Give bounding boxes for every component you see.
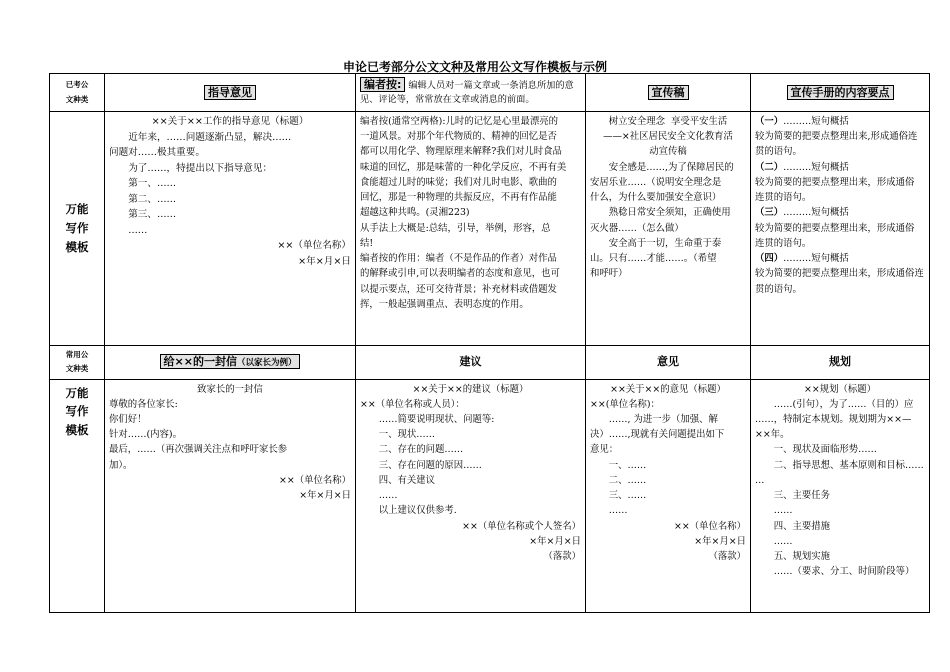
guidance-template: ××关于××工作的指导意见（标题） 近年来，……问题逐渐凸显，解决…… 问题对……极其重要。 为了……，特提出以下指导意见： 第一、…… 第二、…… 第三、…… …… ××（单位名称） ×年×月×日	[105, 112, 356, 346]
row-label-tested-kinds: 已考公 文种类	[50, 74, 105, 112]
header-brochure: 宣传手册的内容要点	[751, 74, 930, 112]
content-row-common	[50, 379, 930, 612]
brochure-item-3-head: （三）………短句概括	[755, 207, 849, 219]
letter-template: 致家长的一封信 尊敬的各位家长: 你们好！ 针对……(内容)。 最后，……（再次强调关注点和呼吁家长参 加）。 ××（单位名称） ×年×月×日	[105, 379, 356, 612]
header-editor-note: 编者按: 编辑人员对一篇文章或一条消息所加的意见、评论等，常常放在文章或消息的前面。	[356, 74, 586, 112]
suggestion-template: ××关于××的建议（标题） ××（单位名称或人员）： ……简要说明现状、问题等: 一、现状…… 二、存在的问题…… 三、存在问题的原因…… 四、有关建议 …… 以上建议仅供参考. ××（单位名称或个人签名） ×年×月×日 （落款）	[356, 379, 586, 612]
header-plan: 规划	[751, 346, 930, 380]
row-label-template-1: 万能 写作 模板	[50, 112, 105, 346]
content-row-tested	[50, 112, 930, 346]
header-suggestion: 建议	[356, 346, 586, 380]
opinion-template: ××关于××的意见（标题） ××(单位名称)： ……, 为进一步（加强、解 决）……,现就有关问题提出如下 意见： 一、…… 二、…… 三、…… …… ××（单位名称） ×年×月×日 （落款）	[586, 379, 751, 612]
header-row-tested	[50, 74, 930, 112]
propaganda-template: 树立安全理念 享受平安生活 ——×社区居民安全文化教育活 动宣传稿 安全感是……,为了保障居民的 安居乐业……（说明安全理念是 什么，为什么要加强安全意识） 熟稔日常安全须知，正确使用 灭火器……（怎么做） 安全高于一切，生命重于泰 山。只有……才能……。（希望 和呼吁）	[586, 112, 751, 346]
row-label-common-kinds: 常用公 文种类	[50, 346, 105, 380]
brochure-template: （一）………短句概括 较为简要的把要点整理出来,形成通俗连 贯的语句。 （二）………短句概括 较为简要的把要点整理出来，形成通俗 连贯的语句。 （三）………短句概括 较为简要的把要点整理出来，形成通俗 连贯的语句。 （四）………短句概括 较为简要的把要点整理出来，形成通俗连 贯的语句。	[751, 112, 930, 346]
brochure-item-2-head: （二）………短句概括	[755, 161, 849, 173]
header-opinion: 意见	[586, 346, 751, 380]
editor-note-template: 编者按(通常空两格):儿时的记忆是心里最漂亮的 一道风景。对那个年代物质的、精神的回忆是否 都可以用化学、物理原理来解释?我们对儿时食品 味道的回忆，那是味蕾的一种化学反应，不再有美 食能超过儿时的味觉；我们对儿时电影、歌曲的 回忆，那是一种物理的共振反应，不再有作品能 超越这种共鸣。(灵湘223) 从手法上大概是:总结，引导，举例，形容，总 结! 编者按的作用：编者（不是作品的作者）对作品 的解释或引申,可以表明编者的态度和意见，也可 以提示要点，还可交待背景；补充材料或借题发 挥，一般起强调重点、表明态度的作用。	[356, 112, 586, 346]
brochure-item-4-head: （四）………短句概括	[755, 253, 849, 265]
header-letter: 给××的一封信（以家长为例）	[105, 346, 356, 380]
header-guidance: 指导意见	[105, 74, 356, 112]
page-title: 申论已考部分公文文种及常用公文写作模板与示例	[342, 60, 607, 74]
writing-template-table	[49, 73, 930, 613]
plan-template: ××规划（标题） ……(引句），为了……（目的）应 ……，特制定本规划。规划期为××— ××年。 一、现状及面临形势…… 二、指导思想、基本原则和目标…… … 三、主要任务 …… 四、主要措施 …… 五、规划实施 ……（要求、分工、时间阶段等）	[751, 379, 930, 612]
header-row-common	[50, 346, 930, 380]
brochure-item-1-head: （一）………短句概括	[755, 116, 849, 127]
header-propaganda: 宣传稿	[586, 74, 751, 112]
row-label-template-2: 万能 写作 模板	[50, 379, 105, 612]
